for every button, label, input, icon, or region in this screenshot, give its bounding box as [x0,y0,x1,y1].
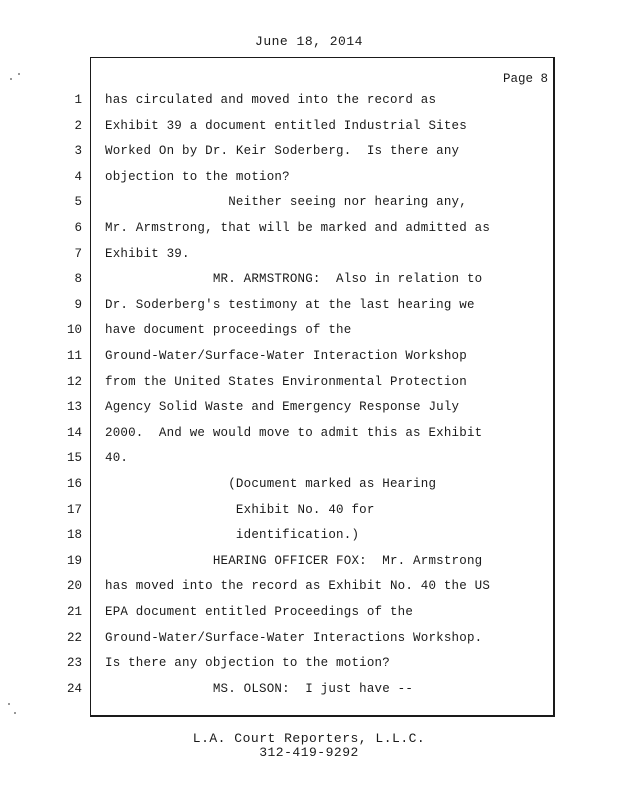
scan-speck [18,73,20,75]
line-number: 19 [66,554,82,568]
line-number: 7 [74,247,82,261]
line-text: HEARING OFFICER FOX: Mr. Armstrong [105,554,483,568]
line-text: has circulated and moved into the record as [105,93,437,107]
scan-speck [14,712,16,714]
line-number: 11 [66,349,82,363]
line-text: has moved into the record as Exhibit No. 40 the US [105,579,491,593]
line-text: Mr. Armstrong, that will be marked and admitted as [105,221,491,235]
line-text: MR. ARMSTRONG: Also in relation to [105,272,483,286]
line-number: 9 [74,298,82,312]
line-number: 6 [74,221,82,235]
line-number: 15 [66,451,82,465]
line-text: Is there any objection to the motion? [105,656,390,670]
line-text: Neither seeing nor hearing any, [105,195,467,209]
line-text: Ground-Water/Surface-Water Interactions Workshop. [105,631,483,645]
line-text: Exhibit 39 a document entitled Industrial Sites [105,119,467,133]
line-number: 13 [66,400,82,414]
line-number: 14 [66,426,82,440]
line-number: 22 [66,631,82,645]
line-text: have document proceedings of the [105,323,352,337]
line-text: Agency Solid Waste and Emergency Response July [105,400,460,414]
line-text: MS. OLSON: I just have -- [105,682,414,696]
line-number: 2 [74,119,82,133]
line-text: EPA document entitled Proceedings of the [105,605,414,619]
line-number: 12 [66,375,82,389]
line-text: identification.) [105,528,360,542]
line-number: 3 [74,144,82,158]
line-text: Exhibit No. 40 for [105,503,375,517]
line-number: 8 [74,272,82,286]
line-number: 4 [74,170,82,184]
line-number: 21 [66,605,82,619]
line-number: 23 [66,656,82,670]
line-number: 24 [66,682,82,696]
line-text: from the United States Environmental Protection [105,375,467,389]
line-text: Dr. Soderberg's testimony at the last hearing we [105,298,475,312]
footer-company: L.A. Court Reporters, L.L.C. [192,731,426,746]
scan-speck [8,703,10,705]
line-number: 5 [74,195,82,209]
scan-speck [10,78,12,80]
line-number: 16 [66,477,82,491]
line-text: Ground-Water/Surface-Water Interaction Workshop [105,349,467,363]
line-number: 18 [66,528,82,542]
line-number: 17 [66,503,82,517]
line-text: 40. [105,451,129,465]
line-text: objection to the motion? [105,170,290,184]
line-text: 2000. And we would move to admit this as Exhibit [105,426,483,440]
line-text: (Document marked as Hearing [105,477,437,491]
line-number: 1 [74,93,82,107]
line-text: Worked On by Dr. Keir Soderberg. Is there any [105,144,460,158]
footer-phone: 312-419-9292 [259,745,359,760]
header-date: June 18, 2014 [255,34,363,49]
line-text: Exhibit 39. [105,247,190,261]
line-number: 20 [66,579,82,593]
line-number: 10 [66,323,82,337]
page-number: Page 8 [502,72,548,86]
